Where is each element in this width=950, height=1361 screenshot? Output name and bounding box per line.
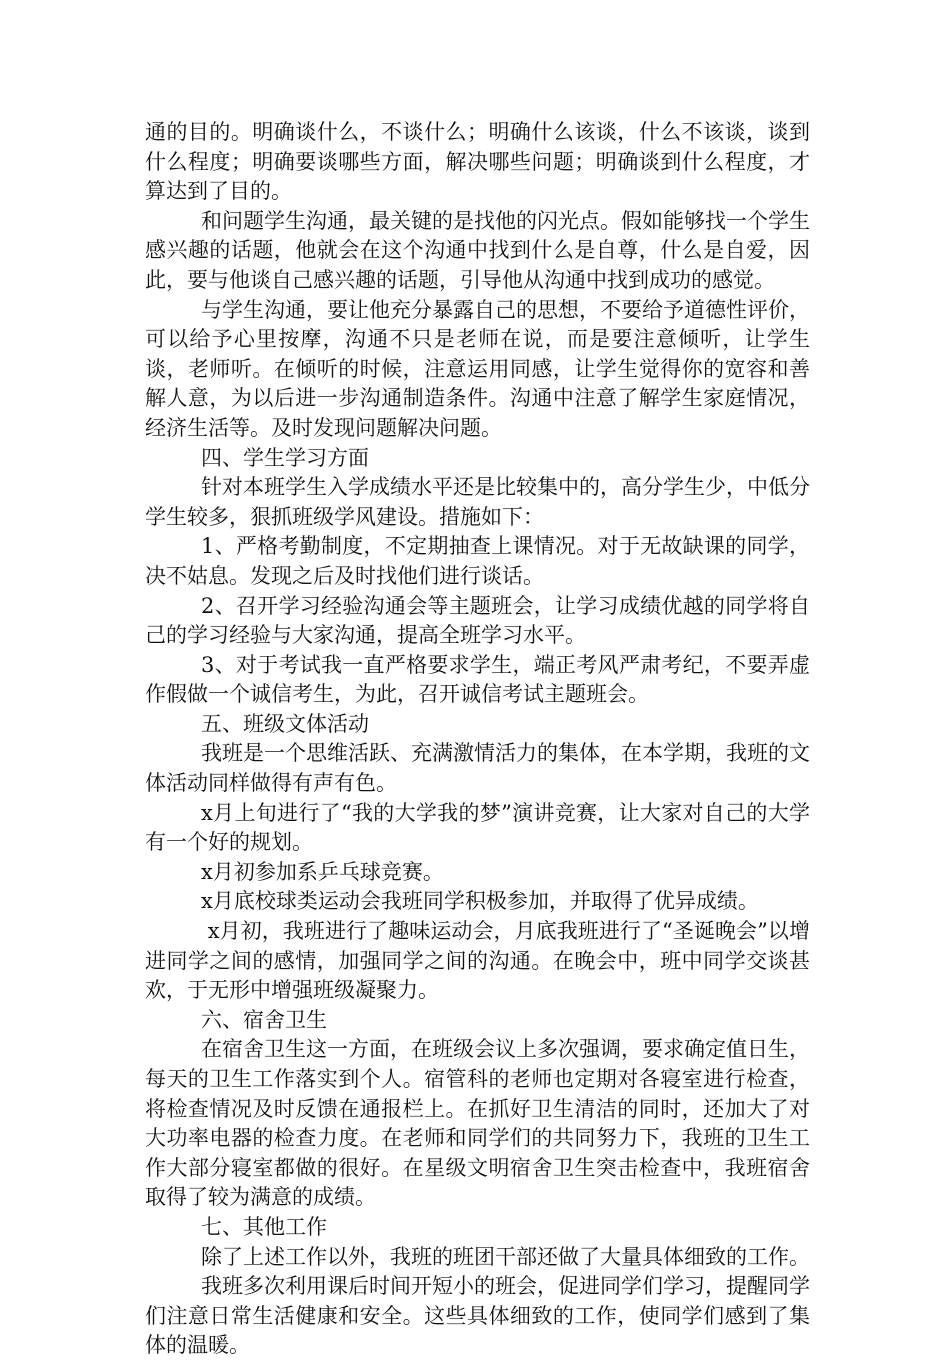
paragraph: x月初，我班进行了趣味运动会，月底我班进行了“圣诞晚会”以增进同学之间的感情，加强同学之间的沟通。在晚会中，班中同学交谈甚欢，于无形中增强班级凝聚力。 xyxy=(145,919,810,1003)
list-item: 2、召开学习经验沟通会等主题班会，让学习成绩优越的同学将自己的学习经验与大家沟通，提高全班学习水平。 xyxy=(145,593,810,648)
section-heading: 六、宿舍卫生 xyxy=(201,1007,327,1032)
paragraph: x月上旬进行了“我的大学我的梦”演讲竞赛，让大家对自己的大学有一个好的规划。 xyxy=(145,800,810,855)
section-heading: 四、学生学习方面 xyxy=(201,445,369,470)
paragraph: 在宿舍卫生这一方面，在班级会议上多次强调，要求确定值日生，每天的卫生工作落实到个人。宿管科的老师也定期对各寝室进行检查，将检查情况及时反馈在通报栏上。在抓好卫生清洁的同时，还加大了对大功率电器的检查力度。在老师和同学们的共同努力下，我班的卫生工作大部分寝室都做的很好。在星级文明宿舍卫生突击检查中，我班宿舍取得了较为满意的成绩。 xyxy=(145,1037,810,1210)
paragraph-continuation: 通的目的。明确谈什么，不谈什么；明确什么该谈，什么不该谈，谈到什么程度；明确要谈哪些方面，解决哪些问题；明确谈到什么程度，才算达到了目的。 xyxy=(145,120,810,204)
section-heading: 七、其他工作 xyxy=(201,1214,327,1239)
paragraph: 与学生沟通，要让他充分暴露自己的思想，不要给予道德性评价，可以给予心里按摩，沟通不只是老师在说，而是要注意倾听，让学生谈，老师听。在倾听的时候，注意运用同感，让学生觉得你的宽容和善解人意，为以后进一步沟通制造条件。沟通中注意了解学生家庭情况，经济生活等。及时发现问题解决问题。 xyxy=(145,297,810,440)
paragraph: x月初参加系乒乓球竞赛。 xyxy=(201,859,444,884)
list-item: 1、严格考勤制度，不定期抽查上课情况。对于无故缺课的同学，决不姑息。发现之后及时找他们进行谈话。 xyxy=(145,534,810,588)
paragraph: 我班多次利用课后时间开短小的班会，促进同学们学习，提醒同学们注意日常生活健康和安全。这些具体细致的工作，使同学们感到了集体的温暖。 xyxy=(145,1274,810,1358)
paragraph: 我班是一个思维活跃、充满激情活力的集体，在本学期，我班的文体活动同样做得有声有色。 xyxy=(145,741,810,796)
paragraph: 除了上述工作以外，我班的班团干部还做了大量具体细致的工作。 xyxy=(201,1244,810,1269)
list-item: 3、对于考试我一直严格要求学生，端正考风严肃考纪，不要弄虚作假做一个诚信考生，为此，召开诚信考试主题班会。 xyxy=(145,652,810,707)
section-heading: 五、班级文体活动 xyxy=(201,711,369,736)
paragraph: 针对本班学生入学成绩水平还是比较集中的，高分学生少，中低分学生较多，狠抓班级学风建设。措施如下： xyxy=(145,475,810,529)
document-body xyxy=(145,118,810,1361)
paragraph: 和问题学生沟通，最关键的是找他的闪光点。假如能够找一个学生感兴趣的话题，他就会在这个沟通中找到什么是自尊，什么是自爱，因此，要与他谈自己感兴趣的话题，引导他从沟通中找到成功的感觉。 xyxy=(145,208,810,292)
paragraph: x月底校球类运动会我班同学积极参加，并取得了优异成绩。 xyxy=(201,889,759,914)
